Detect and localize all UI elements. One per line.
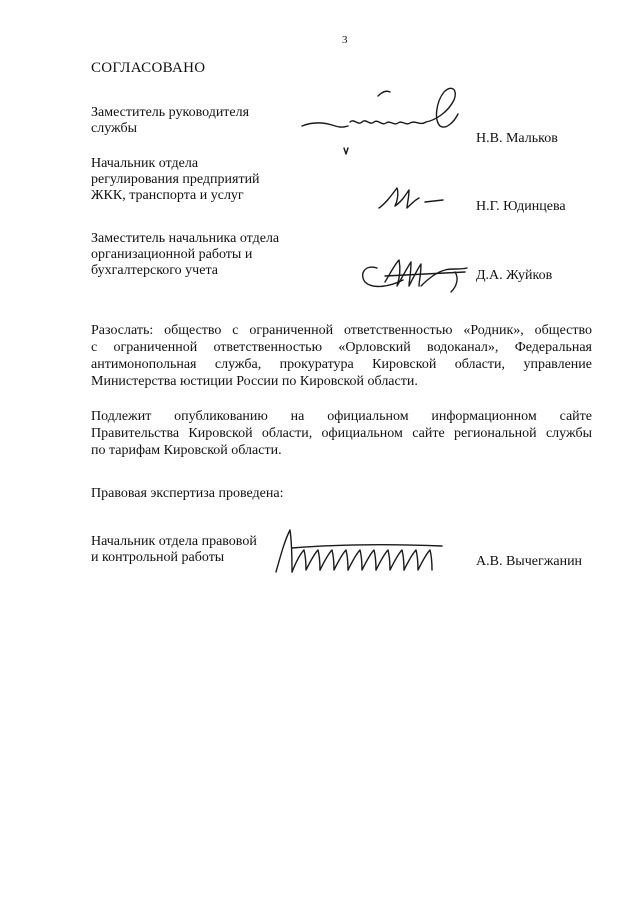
signatory-title-line: Заместитель руководителя [91,105,250,120]
distribution-paragraph [91,322,592,390]
signatory-title-line: и контрольной работы [91,550,225,565]
signatory-title-line: Начальник отдела [91,156,199,171]
paragraph-line: Министерства юстиции России по Кировской области. [91,374,418,389]
signatory-title-line: ЖКК, транспорта и услуг [91,188,244,203]
signatory-title-line: службы [91,121,138,136]
signatory-title-line: регулирования предприятий [91,172,260,187]
signatory-title-line: бухгалтерского учета [91,263,218,278]
signatory-1-title [91,105,249,137]
page-number: 3 [342,34,348,46]
legal-review-text: Правовая экспертиза проведена: [91,486,284,501]
legal-signatory-title [91,534,257,566]
legal-signatory-name: А.В. Вычегжанин [476,554,583,569]
paragraph-line: Подлежит опубликованию на официальном информационном сайте [91,409,592,424]
paragraph-line: с ограниченной ответственностью «Орловский водоканал», Федеральная [91,340,592,355]
signatory-3-title [91,231,279,279]
paragraph-line: Разослать: общество с ограниченной ответственностью «Родник», общество [91,323,592,338]
signature-2 [375,178,465,218]
signatory-2-name: Н.Г. Юдинцева [476,199,566,214]
signature-4 [262,522,462,582]
signatory-3-name: Д.А. Жуйков [476,268,553,283]
signatory-1-name: Н.В. Мальков [476,131,558,146]
signature-3 [355,250,485,298]
signature-1 [298,82,468,162]
signatory-title-line: Начальник отдела правовой [91,534,257,549]
paragraph-line: по тарифам Кировской области. [91,443,282,458]
approval-heading: СОГЛАСОВАНО [91,60,206,76]
publication-paragraph [91,408,592,459]
signatory-2-title [91,156,260,204]
paragraph-line: Правительства Кировской области, официальном сайте региональной службы [91,426,592,441]
signatory-title-line: Заместитель начальника отдела [91,231,280,246]
signatory-title-line: организационной работы и [91,247,253,262]
paragraph-line: антимонопольная служба, прокуратура Кировской области, управление [91,357,592,372]
